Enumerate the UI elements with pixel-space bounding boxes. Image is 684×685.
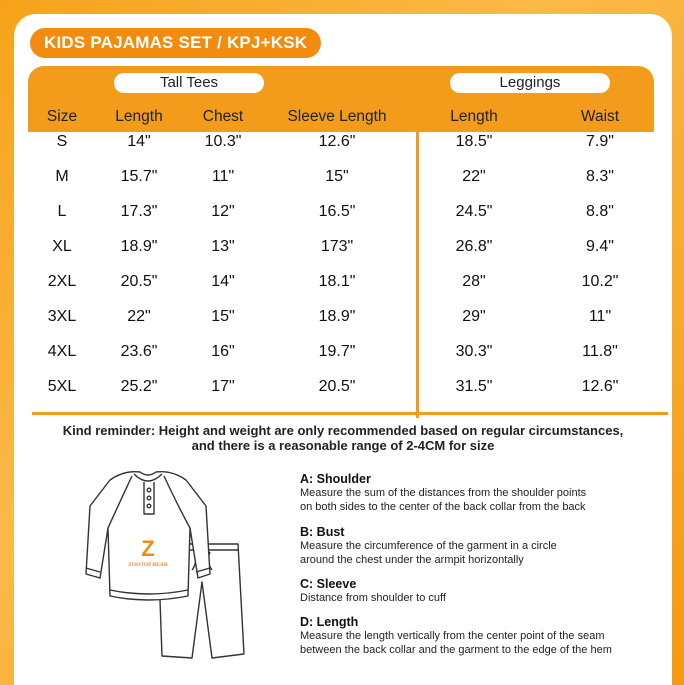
measure-title: A: Shoulder <box>300 472 371 486</box>
measure-text: Distance from shoulder to cuff <box>300 592 446 604</box>
waist-cell: 10.2" <box>581 273 619 290</box>
legging-length-cell: 24.5" <box>455 203 493 220</box>
column-divider <box>416 132 419 418</box>
legging-length-cell: 31.5" <box>455 378 493 395</box>
reminder-line-2: and there is a reasonable range of 2-4CM for size <box>191 438 495 453</box>
tee-length-cell: 25.2" <box>120 378 158 395</box>
tee-length-cell: 23.6" <box>120 343 158 360</box>
legging-length-cell: 28" <box>462 273 486 290</box>
measure-text: Measure the circumference of the garment in a circle <box>300 540 557 552</box>
table-row <box>14 299 672 334</box>
size-reminder <box>14 423 672 453</box>
size-cell: 2XL <box>47 273 77 290</box>
size-cell: L <box>57 203 67 220</box>
brand-logo-text: ZOOTOP BEAR <box>128 562 168 568</box>
brand-logo-letter: Z <box>141 536 155 561</box>
waist-cell: 11" <box>588 308 612 325</box>
measure-bust <box>300 525 670 567</box>
chest-cell: 15" <box>211 308 235 325</box>
legging-length-cell: 30.3" <box>455 343 493 360</box>
header-waist: Waist <box>580 108 620 125</box>
measure-shoulder <box>300 472 670 514</box>
waist-cell: 8.8" <box>586 203 614 220</box>
measure-text: Measure the sum of the distances from the shoulder points <box>300 487 587 499</box>
tee-length-cell: 18.9" <box>120 238 158 255</box>
measure-text: around the chest under the armpit horizontally <box>300 554 524 566</box>
table-header <box>28 66 654 132</box>
group-label-leggings: Leggings <box>450 73 610 93</box>
measure-length <box>300 615 670 657</box>
sleeve-length-cell: 18.9" <box>318 308 356 325</box>
sleeve-length-cell: 20.5" <box>318 378 356 395</box>
header-chest: Chest <box>202 108 244 125</box>
sleeve-length-cell: 16.5" <box>318 203 356 220</box>
measure-text: on both sides to the center of the back collar from the back <box>300 501 586 513</box>
chest-cell: 17" <box>211 378 235 395</box>
legging-length-cell: 22" <box>462 168 486 185</box>
chest-cell: 13" <box>211 238 235 255</box>
tee-length-cell: 17.3" <box>120 203 158 220</box>
table-row <box>14 334 672 369</box>
chest-cell: 16" <box>211 343 235 360</box>
group-label-tall-tees: Tall Tees <box>114 73 264 93</box>
sleeve-length-cell: 18.1" <box>318 273 356 290</box>
chest-cell: 10.3" <box>204 133 242 150</box>
measure-text: Measure the length vertically from the center point of the seam <box>300 630 605 642</box>
size-cell: 4XL <box>47 343 77 360</box>
measure-sleeve <box>300 577 670 605</box>
page-title: KIDS PAJAMAS SET / KPJ+KSK <box>30 28 321 58</box>
waist-cell: 12.6" <box>581 378 619 395</box>
header-tee-length: Length <box>115 108 163 125</box>
sleeve-length-cell: 12.6" <box>318 133 356 150</box>
tee-length-cell: 22" <box>127 308 151 325</box>
legging-length-cell: 29" <box>462 308 486 325</box>
waist-cell: 9.4" <box>586 238 614 255</box>
header-legging-length: Length <box>450 108 498 125</box>
tee-length-cell: 14" <box>127 133 151 150</box>
tee-length-cell: 15.7" <box>120 168 158 185</box>
measure-title: C: Sleeve <box>300 577 357 591</box>
waist-cell: 7.9" <box>586 133 614 150</box>
tee-length-cell: 20.5" <box>120 273 158 290</box>
table-row <box>14 124 672 159</box>
size-chart-card <box>14 14 672 685</box>
table-row <box>14 264 672 299</box>
reminder-line-1: Kind reminder: Height and weight are only recommended based on regular circumstances, <box>62 423 624 438</box>
sleeve-length-cell: 15" <box>325 168 349 185</box>
pajama-illustration <box>62 466 262 666</box>
size-cell: XL <box>52 238 72 255</box>
sleeve-length-cell: 19.7" <box>318 343 356 360</box>
size-cell: M <box>55 168 69 185</box>
sleeve-length-cell: 173" <box>320 238 354 255</box>
table-row <box>14 369 672 404</box>
header-sleeve-length: Sleeve Length <box>287 108 387 125</box>
measure-title: B: Bust <box>300 525 345 539</box>
legging-length-cell: 18.5" <box>455 133 493 150</box>
size-cell: 5XL <box>47 378 77 395</box>
legging-length-cell: 26.8" <box>455 238 493 255</box>
table-row <box>14 159 672 194</box>
header-size: Size <box>46 108 78 125</box>
measure-title: D: Length <box>300 615 359 629</box>
section-divider <box>32 412 668 415</box>
waist-cell: 11.8" <box>582 343 618 360</box>
table-row <box>14 229 672 264</box>
table-row <box>14 194 672 229</box>
size-cell: S <box>56 133 68 150</box>
waist-cell: 8.3" <box>586 168 614 185</box>
chest-cell: 11" <box>211 168 235 185</box>
size-cell: 3XL <box>47 308 77 325</box>
chest-cell: 12" <box>211 203 235 220</box>
measure-text: between the back collar and the garment to the edge of the hem <box>300 644 612 656</box>
chest-cell: 14" <box>211 273 235 290</box>
